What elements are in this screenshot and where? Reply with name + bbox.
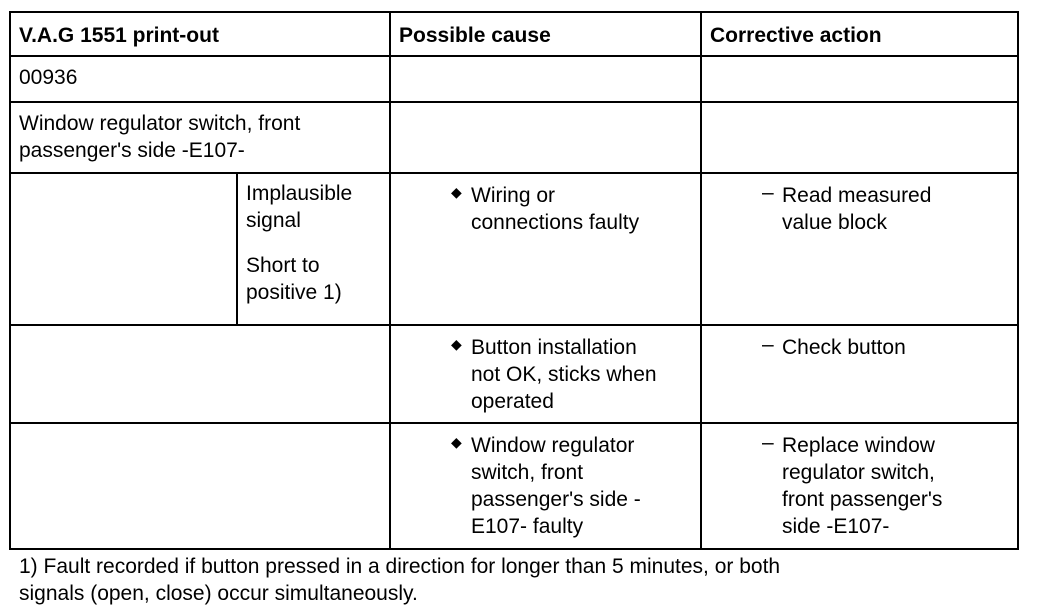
cause-line: switch, front (471, 461, 584, 484)
bullet-icon: ◆ (451, 184, 462, 200)
cause-line: not OK, sticks when (471, 363, 657, 386)
cause-cell (390, 423, 701, 549)
fault-code-row (10, 56, 1018, 102)
component-line: passenger's side -E107- (19, 139, 245, 162)
cause-line: connections faulty (471, 211, 640, 234)
fault-type-cell (10, 173, 390, 325)
cause-line: Wiring or (471, 184, 556, 207)
header-printout: V.A.G 1551 print-out (10, 12, 390, 56)
empty-cell (701, 102, 1018, 173)
table-row (10, 173, 1018, 325)
dash-icon: – (762, 431, 774, 454)
action-cell (701, 173, 1018, 325)
fault-table-wrapper (9, 11, 1017, 550)
bullet-icon: ◆ (451, 434, 462, 450)
header-row (10, 12, 1018, 56)
empty-cell (390, 102, 701, 173)
action-line: front passenger's (782, 488, 943, 511)
empty-cell (10, 423, 390, 549)
fault-type-line: positive 1) (246, 281, 342, 304)
empty-cell (10, 325, 390, 423)
action-cell (701, 325, 1018, 423)
bullet-icon: ◆ (451, 336, 462, 352)
empty-subcell (11, 174, 238, 324)
component-line: Window regulator switch, front (19, 112, 301, 135)
header-corrective-action: Corrective action (701, 12, 1018, 56)
fault-type-line: Implausible (246, 182, 353, 205)
fault-type-list (238, 174, 389, 324)
cause-line: passenger's side - (471, 488, 641, 511)
fault-table (9, 11, 1019, 550)
cause-line: operated (471, 390, 554, 413)
action-line: Read measured (782, 184, 932, 207)
action-line: regulator switch, (782, 461, 935, 484)
component-row (10, 102, 1018, 173)
fault-type-line: Short to (246, 254, 320, 277)
action-line: Replace window (782, 434, 935, 457)
action-line: value block (782, 211, 888, 234)
cause-line: Window regulator (471, 434, 635, 457)
table-row (10, 325, 1018, 423)
action-cell (701, 423, 1018, 549)
table-row (10, 423, 1018, 549)
action-line: side -E107- (782, 515, 890, 538)
cause-line: E107- faulty (471, 515, 584, 538)
action-line: Check button (782, 336, 906, 359)
component-name (10, 102, 390, 173)
header-possible-cause: Possible cause (390, 12, 701, 56)
fault-code: 00936 (10, 56, 390, 102)
cause-cell (390, 325, 701, 423)
cause-line: Button installation (471, 336, 637, 359)
dash-icon: – (762, 333, 774, 356)
cause-cell (390, 173, 701, 325)
empty-cell (701, 56, 1018, 102)
fault-type-split (11, 174, 389, 324)
fault-type-line: signal (246, 209, 301, 232)
empty-cell (390, 56, 701, 102)
footnote-line: 1) Fault recorded if button pressed in a direction for longer than 5 minutes, or both (19, 555, 781, 578)
footnote-line: signals (open, close) occur simultaneously. (19, 582, 418, 605)
dash-icon: – (762, 181, 774, 204)
footnote (19, 553, 1019, 607)
